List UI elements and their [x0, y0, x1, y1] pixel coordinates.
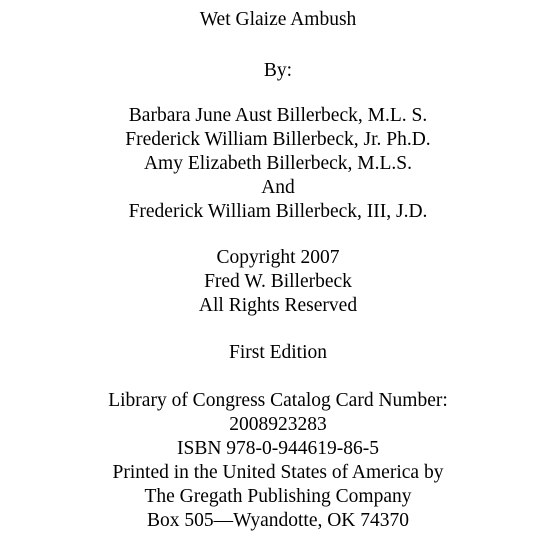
author-line: Frederick William Billerbeck, Jr. Ph.D. [125, 129, 431, 150]
publisher-name: The Gregath Publishing Company [144, 486, 412, 507]
loc-catalog-number: 2008923283 [229, 414, 327, 435]
copyright-holder: Fred W. Billerbeck [204, 271, 352, 292]
edition-line: First Edition [228, 342, 328, 363]
loc-catalog-label: Library of Congress Catalog Card Number: [108, 390, 448, 411]
book-title: Wet Glaize Ambush [199, 9, 357, 30]
author-line: Barbara June Aust Billerbeck, M.L. S. [128, 105, 428, 126]
publisher-address: Box 505—Wyandotte, OK 74370 [146, 510, 410, 531]
rights-statement: All Rights Reserved [198, 295, 358, 316]
author-conjunction: And [261, 177, 295, 198]
author-line: Amy Elizabeth Billerbeck, M.L.S. [143, 153, 413, 174]
isbn-line: ISBN 978-0-944619-86-5 [176, 438, 380, 459]
by-label: By: [263, 60, 293, 81]
author-line: Frederick William Billerbeck, III, J.D. [128, 201, 428, 222]
printed-in-line: Printed in the United States of America by [112, 462, 444, 483]
copyright-line: Copyright 2007 [216, 247, 340, 268]
